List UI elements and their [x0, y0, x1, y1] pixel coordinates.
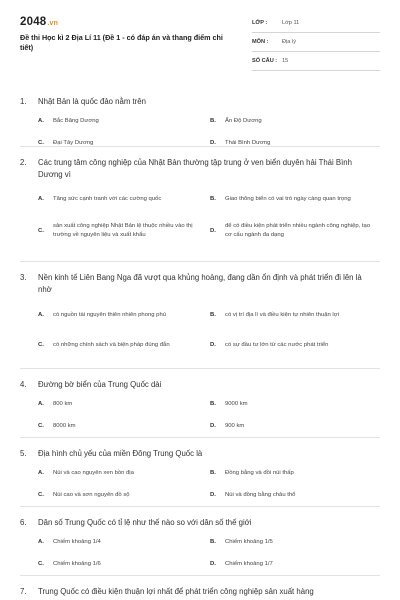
option-d[interactable] [210, 330, 382, 360]
option-b[interactable] [210, 462, 382, 484]
option-c[interactable] [38, 132, 210, 154]
question-item [0, 96, 400, 146]
question-number: 2. [20, 158, 27, 167]
option-text: Bắc Băng Dương [53, 117, 99, 124]
meta-value: 15 [282, 58, 289, 64]
option-text: Chiếm khoảng 1/5 [225, 538, 273, 545]
meta-value: Địa lý [282, 39, 296, 45]
question-text: Địa hình chủ yếu của miền Đông Trung Quốc là [38, 449, 203, 458]
option-text: Núi cao và sơn nguyên đồ sộ [53, 491, 130, 498]
question-item [0, 157, 400, 253]
question-header [20, 96, 380, 108]
option-text: 9000 km [225, 400, 248, 407]
option-grid [38, 185, 380, 249]
question-item [0, 379, 400, 433]
question-divider [20, 506, 380, 507]
meta-label: SỐ CÂU : [252, 58, 278, 64]
option-letter: A. [38, 117, 44, 124]
option-text: Thái Bình Dương [225, 139, 271, 146]
option-b[interactable] [210, 531, 382, 553]
question-header [20, 448, 380, 460]
question-divider [20, 261, 380, 262]
option-text: Chiếm khoảng 1/7 [225, 560, 273, 567]
option-letter: C. [38, 560, 44, 567]
option-letter: A. [38, 195, 44, 202]
option-letter: C. [38, 491, 44, 498]
question-number: 5. [20, 449, 27, 458]
option-a[interactable] [38, 462, 210, 484]
question-header [20, 379, 380, 391]
logo-suffix: .vn [47, 20, 59, 27]
option-text: có những chính sách và biện pháp đúng đắn [53, 341, 170, 348]
option-d[interactable] [210, 213, 382, 249]
option-letter: A. [38, 311, 44, 318]
option-text: Chiếm khoảng 1/4 [53, 538, 101, 545]
option-grid [38, 462, 380, 506]
option-letter: B. [210, 538, 216, 545]
question-text: Nền kinh tế Liên Bang Nga đã vượt qua khủng hoảng, đang dần ổn định và phát triển đi lên là nhờ [38, 273, 362, 294]
question-number: 4. [20, 380, 27, 389]
option-letter: D. [210, 560, 216, 567]
question-divider [20, 368, 380, 369]
option-letter: A. [38, 400, 44, 407]
question-list [0, 96, 400, 600]
option-a[interactable] [38, 185, 210, 213]
option-text: Ấn Độ Dương [225, 117, 262, 124]
logo-text: 2048 [20, 16, 47, 28]
question-number: 7. [20, 587, 27, 596]
question-text: Nhật Bản là quốc đảo nằm trên [38, 97, 146, 106]
option-d[interactable] [210, 415, 382, 437]
exam-title: Đề thi Học kì 2 Địa Lí 11 (Đề 1 - có đáp án và thang điểm chi tiết) [20, 33, 223, 52]
option-a[interactable] [38, 300, 210, 330]
option-b[interactable] [210, 393, 382, 415]
option-text: có vị trí địa lí và điều kiện tự nhiên thuận lợi [225, 311, 339, 318]
option-a[interactable] [38, 110, 210, 132]
question-number: 3. [20, 273, 27, 282]
question-header [20, 517, 380, 529]
option-d[interactable] [210, 132, 382, 154]
option-c[interactable] [38, 213, 210, 249]
option-c[interactable] [38, 330, 210, 360]
option-text: 800 km [53, 400, 73, 407]
option-letter: A. [38, 538, 44, 545]
option-letter: C. [38, 422, 44, 429]
question-item [0, 272, 400, 360]
meta-row-class [252, 14, 380, 33]
option-letter: B. [210, 311, 216, 318]
question-header [20, 157, 380, 181]
option-c[interactable] [38, 415, 210, 437]
option-letter: D. [210, 491, 216, 498]
option-text: có sự đầu tư lớn từ các nước phát triển [225, 341, 329, 348]
option-text: có nguồn tài nguyên thiên nhiên phong phú [53, 311, 167, 318]
meta-value: Lớp 11 [282, 20, 300, 26]
option-c[interactable] [38, 553, 210, 575]
meta-row-count [252, 52, 380, 71]
option-b[interactable] [210, 300, 382, 330]
exam-meta [252, 14, 380, 71]
option-text: 8000 km [53, 422, 76, 429]
question-divider [20, 575, 380, 576]
option-letter: A. [38, 469, 44, 476]
option-text: Tăng sức cạnh tranh với các cường quốc [53, 195, 162, 202]
option-text: Núi và cao nguyên xen bồn địa [53, 469, 134, 476]
option-letter: B. [210, 195, 216, 202]
option-text: Đại Tây Dương [53, 139, 94, 146]
exam-header [0, 0, 400, 72]
option-b[interactable] [210, 110, 382, 132]
option-grid [38, 110, 380, 154]
meta-row-subject [252, 33, 380, 52]
question-text: Dân số Trung Quốc có tỉ lệ như thế nào so với dân số thế giới [38, 518, 252, 527]
question-divider [20, 437, 380, 438]
option-b[interactable] [210, 185, 382, 213]
site-logo[interactable] [20, 16, 58, 28]
option-text: Đồng bằng và đồi núi thấp [225, 469, 294, 476]
option-d[interactable] [210, 484, 382, 506]
question-text: Trung Quốc có điều kiện thuận lợi nhất để phát triển công nghiệp sản xuất hàng [38, 587, 314, 596]
option-a[interactable] [38, 393, 210, 415]
question-text: Đường bờ biển của Trung Quốc dài [38, 380, 162, 389]
option-letter: C. [38, 227, 44, 234]
option-c[interactable] [38, 484, 210, 506]
option-grid [38, 531, 380, 575]
option-letter: B. [210, 117, 216, 124]
question-item [0, 448, 400, 502]
option-letter: D. [210, 227, 216, 234]
meta-label: LỚP : [252, 20, 268, 26]
option-text: Chiếm khoảng 1/6 [53, 560, 101, 567]
option-text: để có điều kiện phát triển nhiều ngành công nghiệp, tạo cơ cấu ngành đa dạng [225, 223, 371, 238]
option-letter: B. [210, 400, 216, 407]
question-number: 6. [20, 518, 27, 527]
option-text: Núi và đồng bằng châu thổ [225, 491, 296, 498]
option-letter: C. [38, 139, 44, 146]
question-header [20, 586, 380, 598]
option-letter: D. [210, 422, 216, 429]
option-letter: D. [210, 341, 216, 348]
option-letter: C. [38, 341, 44, 348]
meta-label: MÔN : [252, 39, 269, 45]
option-text: Giao thông biển có vai trò ngày càng quan trọng [225, 195, 351, 202]
question-number: 1. [20, 97, 27, 106]
option-grid [38, 393, 380, 437]
question-item [0, 517, 400, 571]
option-letter: D. [210, 139, 216, 146]
option-grid [38, 300, 380, 360]
option-text: sản xuất công nghiệp Nhật Bản lệ thuộc nhiều vào thị trường về nguyên liệu và xuất khẩu [53, 223, 193, 238]
option-letter: B. [210, 469, 216, 476]
option-d[interactable] [210, 553, 382, 575]
question-text: Các trung tâm công nghiệp của Nhật Bản thường tập trung ở ven biển duyên hải Thái Bình Dương vì [38, 158, 352, 179]
option-a[interactable] [38, 531, 210, 553]
question-item [0, 586, 400, 600]
option-text: 900 km [225, 422, 245, 429]
question-header [20, 272, 380, 296]
